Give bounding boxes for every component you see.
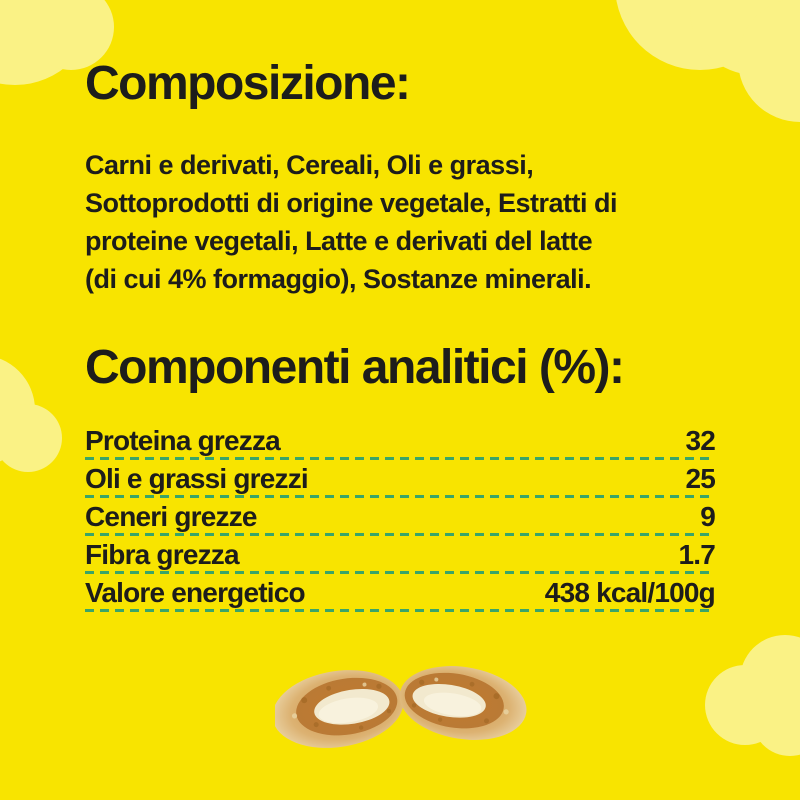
ingredients-line: (di cui 4% formaggio), Sostanze minerali. bbox=[85, 264, 592, 294]
dashed-divider bbox=[85, 571, 715, 574]
analytical-components-heading: Componenti analitici (%): bbox=[85, 341, 624, 394]
dashed-divider bbox=[85, 533, 715, 536]
row-value: 438 kcal/100g bbox=[544, 577, 715, 608]
cloud-shape bbox=[0, 404, 62, 472]
row-value: 9 bbox=[700, 501, 715, 532]
ingredients-line: proteine vegetali, Latte e derivati del latte bbox=[85, 226, 593, 256]
analytical-components-table bbox=[85, 424, 715, 614]
dashed-divider bbox=[85, 609, 715, 612]
dashed-divider bbox=[85, 495, 715, 498]
treat-cross-section-image bbox=[275, 645, 527, 763]
row-value: 32 bbox=[685, 425, 715, 456]
table-row bbox=[85, 500, 715, 538]
composition-ingredients-text bbox=[85, 146, 715, 298]
row-value: 1.7 bbox=[678, 539, 715, 570]
dashed-divider bbox=[85, 457, 715, 460]
treat-cross-section-svg bbox=[275, 645, 527, 763]
row-label: Proteina grezza bbox=[85, 425, 280, 456]
table-row bbox=[85, 538, 715, 576]
composition-heading: Composizione: bbox=[85, 57, 410, 110]
table-row bbox=[85, 424, 715, 462]
row-label: Valore energetico bbox=[85, 577, 305, 608]
ingredients-line: Sottoprodotti di origine vegetale, Estratti di bbox=[85, 188, 618, 218]
table-row bbox=[85, 576, 715, 614]
row-label: Oli e grassi grezzi bbox=[85, 463, 308, 494]
table-row bbox=[85, 462, 715, 500]
ingredients-line: Carni e derivati, Cereali, Oli e grassi, bbox=[85, 150, 534, 180]
row-value: 25 bbox=[685, 463, 715, 494]
row-label: Fibra grezza bbox=[85, 539, 239, 570]
row-label: Ceneri grezze bbox=[85, 501, 257, 532]
